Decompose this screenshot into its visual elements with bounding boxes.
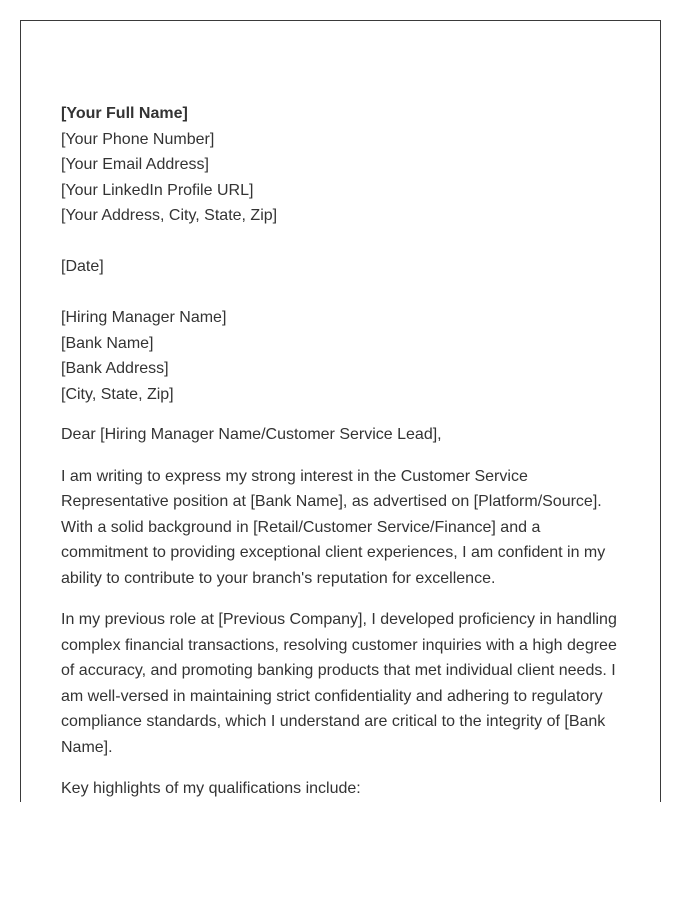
sender-full-name: [Your Full Name] — [61, 105, 188, 122]
recipient-block — [61, 305, 626, 407]
recipient-bank-address: [Bank Address] — [61, 360, 169, 377]
sender-phone: [Your Phone Number] — [61, 130, 215, 148]
recipient-name: [Hiring Manager Name] — [61, 309, 227, 326]
spacer — [61, 280, 626, 306]
body-paragraph: I am writing to express my strong interest in the Customer Service Representative position at [Bank Name], as advertised on [Platform/Source]. With a solid background in [Retail/Customer Service/Finance] and a commitment to providing exceptional client experiences, I am confident in my ability to contribute to your branch's reputation for excellence. — [61, 467, 606, 587]
sender-address: [Your Address, City, State, Zip] — [61, 207, 278, 224]
salutation: Dear [Hiring Manager Name/Customer Service Lead], — [61, 426, 442, 443]
body-paragraph: In my previous role at [Previous Company], I developed proficiency in handling complex financial transactions, resolving customer inquiries with a high degree of accuracy, and promoting banking products that met individual client needs. I am well-versed in maintaining strict confidentiality and adhering to regulatory compliance standards, which I understand are critical to the integrity of [Bank Name]. — [61, 611, 617, 756]
recipient-city-state-zip: [City, State, Zip] — [61, 385, 174, 403]
sender-linkedin: [Your LinkedIn Profile URL] — [61, 181, 254, 199]
spacer — [61, 229, 626, 255]
sender-email: [Your Email Address] — [61, 156, 209, 173]
cover-letter — [61, 101, 626, 802]
spacer — [61, 407, 626, 422]
letter-date: [Date] — [61, 258, 104, 275]
document-page — [20, 20, 661, 802]
sender-block — [61, 101, 626, 229]
recipient-bank-name: [Bank Name] — [61, 334, 154, 352]
qualifications-intro: Key highlights of my qualifications include: — [61, 780, 361, 797]
